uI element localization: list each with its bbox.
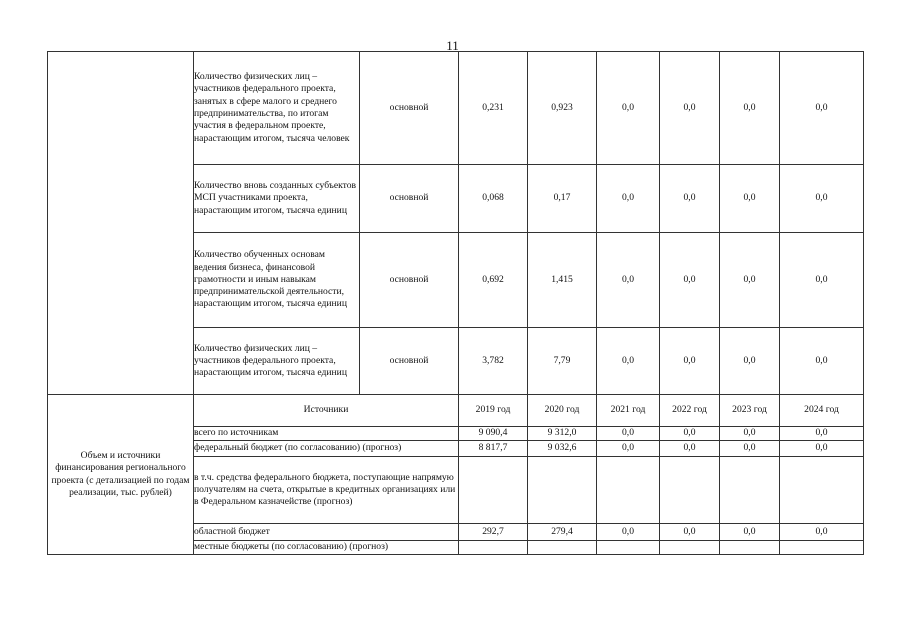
indicator-value-2022: 0,0 <box>660 165 720 233</box>
source-value-2024: 0,0 <box>780 441 864 457</box>
passport-table <box>47 51 864 555</box>
indicator-name: Количество физических лиц – участников федерального проекта, нарастающим итогом, тысяча единиц <box>194 328 360 395</box>
source-value-2022: 0,0 <box>660 524 720 541</box>
year-header: 2020 год <box>528 395 597 427</box>
indicator-value-2024: 0,0 <box>780 233 864 328</box>
source-name: областной бюджет <box>194 524 459 541</box>
indicator-name: Количество обученных основам ведения бизнеса, финансовой грамотности и иным навыкам предпринимательской деятельности, нарастающим итогом, тысяча единиц <box>194 233 360 328</box>
indicator-row <box>48 52 864 165</box>
source-value-2024 <box>780 541 864 555</box>
indicator-name: Количество физических лиц – участников федерального проекта, занятых в сфере малого и среднего предпринимательства, по итогам участия в федеральном проекте, нарастающим итогом, тысяча человек <box>194 52 360 165</box>
indicator-value-2019: 0,692 <box>459 233 528 328</box>
source-value-2021 <box>597 541 660 555</box>
source-value-2020: 9 312,0 <box>528 427 597 441</box>
indicator-value-2019: 3,782 <box>459 328 528 395</box>
year-header: 2022 год <box>660 395 720 427</box>
indicator-type: основной <box>360 52 459 165</box>
indicator-value-2021: 0,0 <box>597 52 660 165</box>
year-header: 2024 год <box>780 395 864 427</box>
indicator-type: основной <box>360 233 459 328</box>
indicator-value-2023: 0,0 <box>720 233 780 328</box>
indicator-value-2023: 0,0 <box>720 328 780 395</box>
source-value-2024: 0,0 <box>780 524 864 541</box>
indicator-value-2019: 0,068 <box>459 165 528 233</box>
source-value-2021: 0,0 <box>597 524 660 541</box>
source-value-2023: 0,0 <box>720 427 780 441</box>
source-value-2023 <box>720 457 780 524</box>
source-value-2019: 8 817,7 <box>459 441 528 457</box>
indicator-type: основной <box>360 328 459 395</box>
indicator-name: Количество вновь созданных субъектов МСП участниками проекта, нарастающим итогом, тысяча единиц <box>194 165 360 233</box>
source-value-2019 <box>459 541 528 555</box>
indicator-value-2020: 0,923 <box>528 52 597 165</box>
source-name: в т.ч. средства федерального бюджета, поступающие напрямую получателям на счета, открытые в кредитных организациях или в Федеральном казначействе (прогноз) <box>194 457 459 524</box>
source-value-2019: 9 090,4 <box>459 427 528 441</box>
indicator-value-2023: 0,0 <box>720 52 780 165</box>
page-number: 11 <box>446 38 459 53</box>
source-value-2020 <box>528 541 597 555</box>
source-name: федеральный бюджет (по согласованию) (прогноз) <box>194 441 459 457</box>
source-name: всего по источникам <box>194 427 459 441</box>
indicator-value-2024: 0,0 <box>780 328 864 395</box>
source-value-2022: 0,0 <box>660 441 720 457</box>
source-value-2023: 0,0 <box>720 524 780 541</box>
financing-header-row <box>48 395 864 427</box>
indicator-value-2021: 0,0 <box>597 233 660 328</box>
source-value-2021 <box>597 457 660 524</box>
source-value-2020 <box>528 457 597 524</box>
source-value-2019 <box>459 457 528 524</box>
indicator-value-2021: 0,0 <box>597 328 660 395</box>
year-header: 2019 год <box>459 395 528 427</box>
indicator-value-2020: 7,79 <box>528 328 597 395</box>
source-value-2020: 9 032,6 <box>528 441 597 457</box>
indicator-value-2021: 0,0 <box>597 165 660 233</box>
indicators-left-blank <box>48 52 194 395</box>
source-value-2019: 292,7 <box>459 524 528 541</box>
financing-label: Объем и источники финансирования регионального проекта (с детализацией по годам реализации, тыс. рублей) <box>48 395 194 555</box>
source-value-2022: 0,0 <box>660 427 720 441</box>
year-header: 2021 год <box>597 395 660 427</box>
indicator-value-2022: 0,0 <box>660 328 720 395</box>
indicator-value-2023: 0,0 <box>720 165 780 233</box>
source-value-2021: 0,0 <box>597 427 660 441</box>
source-value-2024 <box>780 457 864 524</box>
indicator-value-2022: 0,0 <box>660 233 720 328</box>
indicator-value-2020: 0,17 <box>528 165 597 233</box>
indicator-value-2022: 0,0 <box>660 52 720 165</box>
source-name: местные бюджеты (по согласованию) (прогноз) <box>194 541 459 555</box>
source-value-2022 <box>660 457 720 524</box>
indicator-value-2024: 0,0 <box>780 165 864 233</box>
indicator-value-2020: 1,415 <box>528 233 597 328</box>
source-value-2020: 279,4 <box>528 524 597 541</box>
year-header: 2023 год <box>720 395 780 427</box>
sources-header: Источники <box>194 395 459 427</box>
indicator-type: основной <box>360 165 459 233</box>
source-value-2023 <box>720 541 780 555</box>
source-value-2024: 0,0 <box>780 427 864 441</box>
source-value-2021: 0,0 <box>597 441 660 457</box>
source-value-2022 <box>660 541 720 555</box>
indicator-value-2024: 0,0 <box>780 52 864 165</box>
indicator-value-2019: 0,231 <box>459 52 528 165</box>
source-value-2023: 0,0 <box>720 441 780 457</box>
